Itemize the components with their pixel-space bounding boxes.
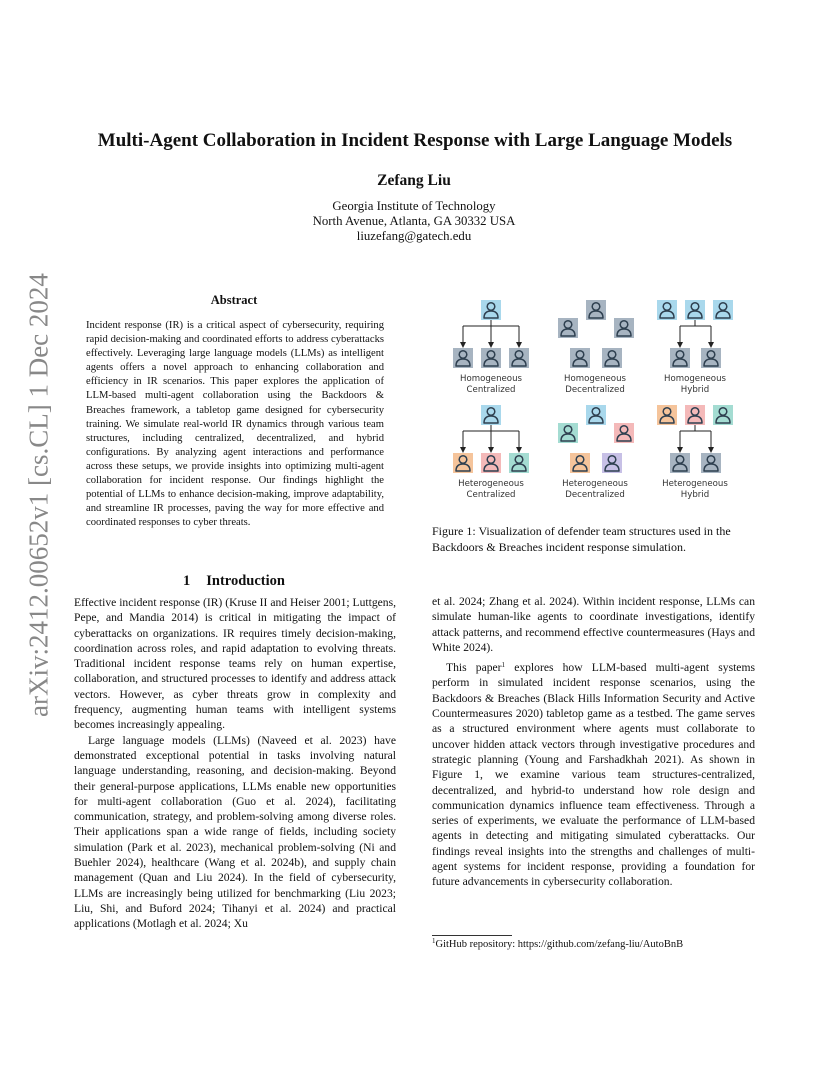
member-agent-icon [453, 348, 473, 368]
label-heterogeneous-centralized: Heterogeneous Centralized [458, 479, 524, 500]
leader-agent-icon [481, 300, 501, 320]
author-affiliation: Georgia Institute of Technology [332, 199, 496, 213]
hierarchy-arrows [463, 320, 519, 347]
section-number: 1 [183, 573, 191, 589]
peer-agent-icon [614, 423, 634, 443]
abstract-text: Incident response (IR) is a critical aspect of cybersecurity, requiring rapid decision-making and coordinated efforts to address cyberattacks effectively. Leveraging large language models (LLMs) as intelligent agents offers a novel approach to enhancing collaboration and efficiency in IR scenarios. This paper explores the application of LLM-based multi-agent collaboration using the Backdoors & Breaches framework, a tabletop game designed for cybersecurity training. We simulate real-world IR dynamics through various team structures, including centralized, decentralized, and hybrid configurations. By analyzing agent interactions and performance across these setups, we provide insights into optimizing multi-agent collaboration for incident response. Our findings highlight the potential of LLMs to enhance decision-making, improve adaptability, and streamline IR processes, paving the way for more effective and coordinated responses to cyber threats. [86, 320, 384, 529]
member-agent-icon [509, 348, 529, 368]
member-agent-icon [453, 453, 473, 473]
intro-paragraph-1: Effective incident response (IR) (Kruse II and Heiser 2001; Luttgens, Pepe, and Mandia 2014) is critical in mitigating the impact of cyberattacks on organizations. IR requires timely decision-making, coordination across roles, and rapid adaptation to evolving threats. Traditional incident response teams rely on human expertise, collaboration, and structured processes to identify and address attack vectors. However, as cyber threats grow in complexity and frequency, augmenting human teams with intelligent systems becomes increasingly appealing. [74, 596, 396, 732]
leader-agent-icon [685, 300, 705, 320]
peer-agent-icon [586, 300, 606, 320]
intro-paragraph-2: Large language models (LLMs) (Naveed et al. 2023) have demonstrated exceptional potential in tasks involving natural language understanding, reasoning, and decision-making. Beyond their general-purpose applications, LLMs enable new opportunities for multi-agent collaboration (Guo et al. 2024), facilitating communication, strategy, and problem-solving among diverse roles. Their applications span a wide range of fields, including society simulation (Park et al. 2023), mechanical problem-solving (Ni and Buehler 2024), healthcare (Wang et al. 2024b), and supply chain management (Quan and Liu 2024). In the field of cybersecurity, LLMs are increasingly being utilized for benchmarking (Liu 2023; Liu, Shi, and Buford 2024; Tihanyi et al. 2024) and practical applications (Motlagh et al. 2024; Xu [74, 733, 396, 931]
footnote-rule [432, 935, 512, 936]
leader-agent-icon [685, 405, 705, 425]
hierarchy-arrows [680, 320, 711, 347]
footnote: $^1$GitHub repository: https://github.com/zefang-liu/AutoBnB [432, 937, 684, 950]
figure-caption: Figure 1: Visualization of defender team structures used in the Backdoors & Breaches incident response simulation. [432, 524, 731, 554]
footnote-text: GitHub repository: https://github.com/zefang-liu/AutoBnB [435, 939, 684, 950]
peer-agent-icon [614, 318, 634, 338]
left-column [74, 595, 396, 932]
team-structures-diagram [432, 290, 755, 510]
section-title: Introduction [206, 573, 285, 589]
author-address: North Avenue, Atlanta, GA 30332 USA [312, 214, 516, 228]
peer-agent-icon [602, 453, 622, 473]
member-agent-icon [701, 348, 721, 368]
peer-agent-icon [586, 405, 606, 425]
leader-agent-icon [657, 300, 677, 320]
leader-agent-icon [713, 405, 733, 425]
section-heading [74, 573, 394, 590]
intro-continuation: et al. 2024; Zhang et al. 2024). Within incident response, LLMs can simulate human-like agents to coordinate investigations, identify attack patterns, and recommend effective countermeasures (Hays and White 2024). [432, 595, 755, 654]
intro-paragraph-3: This paper$^1$ explores how LLM-based multi-agent systems perform in simulated incident response scenarios, using the Backdoors & Breaches (Black Hills Information Security and Active Countermeasures 2020) tabletop game as a testbed. The game serves as a structured environment where agents must collaborate to uncover hidden attack vectors through investigative procedures and strategic planning (Young and Farshadkhah 2021). As shown in Figure 1, we examine various team structures-centralized, decentralized, and hybrid-to understand how role design and communication dynamics influence team effectiveness. Through a series of experiments, we evaluate the performance of LLM-based agents in detecting and mitigating simulated cyberattacks. Our findings reveal insights into the strengths and challenges of multi-agent systems for incident response, providing a foundation for future advancements in cybersecurity collaboration. [432, 661, 755, 889]
arxiv-stamp: arXiv:2412.00652v1 [cs.CL] 1 Dec 2024 [23, 273, 54, 717]
leader-agent-icon [657, 405, 677, 425]
leader-agent-icon [713, 300, 733, 320]
peer-agent-icon [570, 348, 590, 368]
label-homogeneous-centralized: Homogeneous Centralized [459, 374, 522, 395]
member-agent-icon [670, 453, 690, 473]
peer-agent-icon [558, 318, 578, 338]
paper-title: Multi-Agent Collaboration in Incident Response with Large Language Models [97, 130, 733, 151]
label-heterogeneous-hybrid: Heterogeneous Hybrid [662, 479, 728, 500]
member-agent-icon [509, 453, 529, 473]
label-homogeneous-hybrid: Homogeneous Hybrid [663, 374, 726, 395]
figure-1 [432, 290, 755, 510]
peer-agent-icon [570, 453, 590, 473]
label-homogeneous-decentralized: Homogeneous Decentralized [563, 374, 626, 395]
author-name: Zefang Liu [377, 172, 451, 189]
right-column [432, 594, 755, 895]
member-agent-icon [481, 453, 501, 473]
footnote-mark: 1 [501, 661, 506, 670]
member-agent-icon [701, 453, 721, 473]
hierarchy-arrows [463, 425, 519, 452]
peer-agent-icon [602, 348, 622, 368]
hierarchy-arrows [680, 425, 711, 452]
author-email: liuzefang@gatech.edu [356, 229, 472, 243]
member-agent-icon [670, 348, 690, 368]
abstract-heading: Abstract [210, 293, 258, 307]
leader-agent-icon [481, 405, 501, 425]
peer-agent-icon [558, 423, 578, 443]
member-agent-icon [481, 348, 501, 368]
label-heterogeneous-decentralized: Heterogeneous Decentralized [562, 479, 628, 500]
